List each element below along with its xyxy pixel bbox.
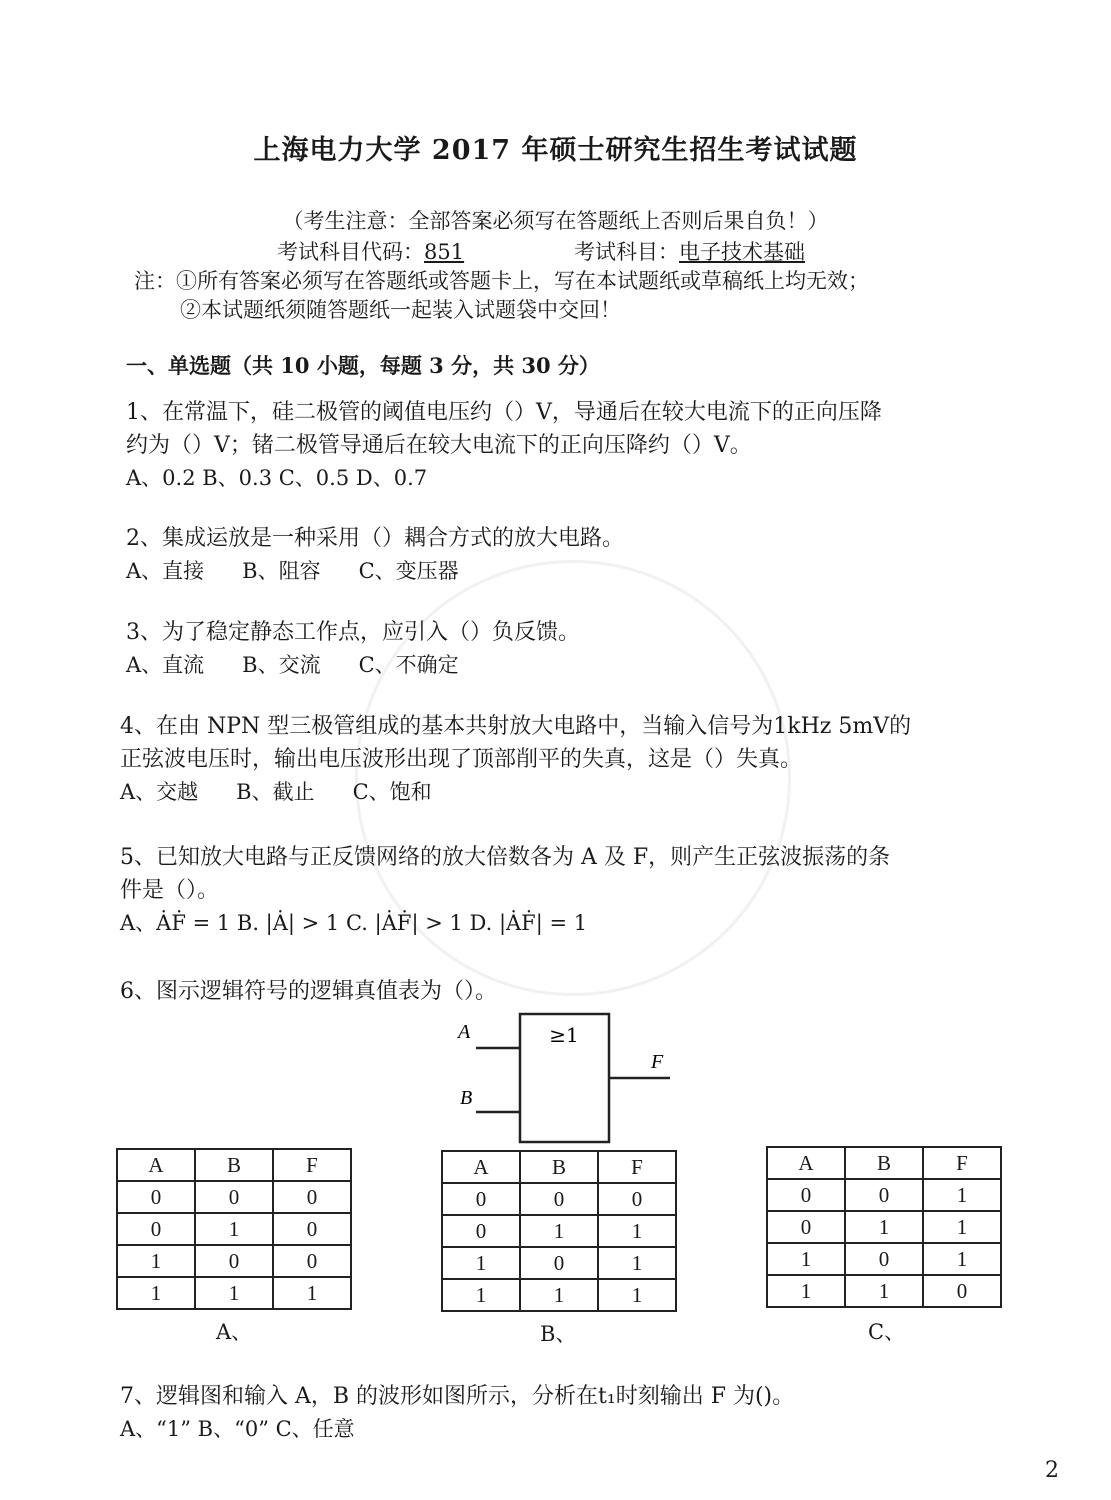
option: A、直接 — [126, 559, 205, 583]
subject-code: 851 — [424, 240, 465, 264]
table-cell: 0 — [117, 1213, 195, 1245]
header-cell: F — [598, 1151, 676, 1183]
question-1 — [126, 396, 882, 495]
table-row — [117, 1213, 351, 1245]
table-cell: 1 — [923, 1243, 1001, 1275]
table-cell: 1 — [598, 1247, 676, 1279]
table-cell: 1 — [520, 1215, 598, 1247]
table-row — [442, 1279, 676, 1311]
question-options: A、ȦḞ = 1 B. |Ȧ| > 1 C. |ȦḞ| > 1 D. |ȦḞ| = 1 — [120, 911, 588, 935]
header-cell: F — [923, 1147, 1001, 1179]
table-cell: 0 — [195, 1181, 273, 1213]
option: B、截止 — [236, 780, 315, 804]
question-4 — [120, 710, 911, 809]
table-cell: 1 — [520, 1279, 598, 1311]
table-row — [117, 1245, 351, 1277]
option: C、不确定 — [358, 653, 459, 677]
question-2 — [126, 522, 624, 588]
table-cell: 1 — [598, 1215, 676, 1247]
note-2: ②本试题纸须随答题纸一起装入试题袋中交回！ — [180, 298, 621, 322]
table-cell: 1 — [767, 1275, 845, 1307]
table-cell: 1 — [195, 1213, 273, 1245]
table-cell: 0 — [273, 1181, 351, 1213]
table-cell: 1 — [117, 1277, 195, 1309]
option: A、交越 — [120, 780, 199, 804]
option: C、变压器 — [358, 559, 459, 583]
table-cell: 1 — [117, 1245, 195, 1277]
option: B、阻容 — [242, 559, 321, 583]
table-cell: 1 — [442, 1279, 520, 1311]
subject-code-line — [277, 236, 464, 266]
table-cell: 1 — [442, 1247, 520, 1279]
table-row — [767, 1211, 1001, 1243]
question-5 — [120, 841, 890, 940]
header-cell: A — [117, 1149, 195, 1181]
option: A、直流 — [126, 653, 205, 677]
section-title: 一、单选题（共 10 小题，每题 3 分，共 30 分） — [126, 353, 600, 378]
question-6 — [120, 975, 497, 1008]
question-line: 3、为了稳定静态工作点，应引入（）负反馈。 — [126, 620, 580, 645]
exam-title: 上海电力大学 2017 年硕士研究生招生考试试题 — [253, 135, 858, 166]
gate-symbol: ≥1 — [549, 1023, 579, 1047]
option: B、交流 — [242, 653, 321, 677]
table-header-row — [767, 1147, 1001, 1179]
table-row — [767, 1243, 1001, 1275]
question-options: A、0.2 B、0.3 C、0.5 D、0.7 — [126, 466, 428, 490]
question-line: 件是（）。 — [120, 878, 220, 903]
question-line: 4、在由 NPN 型三极管组成的基本共射放大电路中，当输入信号为1kHz 5mV的 — [120, 714, 912, 739]
table-cell: 1 — [923, 1179, 1001, 1211]
question-3 — [126, 616, 580, 682]
truth-table-c — [766, 1146, 1002, 1308]
question-options — [120, 776, 911, 809]
question-options: A、“1” B、“0” C、任意 — [120, 1417, 355, 1441]
table-cell: 1 — [273, 1277, 351, 1309]
question-line: 约为（）V；锗二极管导通后在较大电流下的正向压降约（）V。 — [126, 433, 752, 458]
question-line: 6、图示逻辑符号的逻辑真值表为（）。 — [120, 979, 497, 1004]
question-line: 2、集成运放是一种采用（）耦合方式的放大电路。 — [126, 526, 624, 551]
table-cell: 0 — [442, 1183, 520, 1215]
page-number: 2 — [1045, 1458, 1059, 1483]
question-line: 1、在常温下，硅二极管的阈值电压约（）V，导通后在较大电流下的正向压降 — [126, 400, 882, 425]
subject-name-line — [574, 236, 805, 266]
table-row — [767, 1179, 1001, 1211]
question-line: 7、逻辑图和输入 A，B 的波形如图所示，分析在t₁时刻输出 F 为()。 — [120, 1384, 795, 1409]
header-cell: A — [442, 1151, 520, 1183]
table-cell: 0 — [117, 1181, 195, 1213]
table-cell: 0 — [442, 1215, 520, 1247]
table-row — [117, 1181, 351, 1213]
table-row — [767, 1275, 1001, 1307]
subject-name: 电子技术基础 — [679, 240, 805, 264]
table-cell: 1 — [845, 1275, 923, 1307]
table-cell: 1 — [195, 1277, 273, 1309]
table-row — [442, 1215, 676, 1247]
table-cell: 1 — [767, 1243, 845, 1275]
table-cell: 0 — [845, 1243, 923, 1275]
table-cell: 0 — [520, 1247, 598, 1279]
note-1: 注：①所有答案必须写在答题纸或答题卡上，写在本试题纸或草稿纸上均无效； — [134, 269, 869, 293]
option: C、饱和 — [352, 780, 432, 804]
or-gate-diagram — [440, 1008, 680, 1148]
table-row — [442, 1247, 676, 1279]
question-7 — [120, 1380, 794, 1446]
table-cell: 1 — [598, 1279, 676, 1311]
header-cell: F — [273, 1149, 351, 1181]
input-a-label: A — [458, 1021, 471, 1043]
table-cell: 0 — [273, 1213, 351, 1245]
table-header-row — [442, 1151, 676, 1183]
header-cell: B — [520, 1151, 598, 1183]
subject-code-label: 考试科目代码： — [277, 240, 424, 264]
table-cell: 0 — [845, 1179, 923, 1211]
question-options — [126, 555, 624, 588]
table-cell: 0 — [195, 1245, 273, 1277]
table-header-row — [117, 1149, 351, 1181]
output-label: F — [651, 1051, 664, 1073]
header-cell: B — [195, 1149, 273, 1181]
table-cell: 1 — [923, 1211, 1001, 1243]
truth-table-b-label: B、 — [540, 1322, 577, 1346]
header-cell: A — [767, 1147, 845, 1179]
question-options — [126, 649, 580, 682]
table-cell: 0 — [767, 1211, 845, 1243]
table-cell: 0 — [767, 1179, 845, 1211]
table-cell: 0 — [273, 1245, 351, 1277]
subject-name-label: 考试科目： — [574, 240, 679, 264]
table-cell: 0 — [520, 1183, 598, 1215]
table-cell: 0 — [923, 1275, 1001, 1307]
truth-table-a — [116, 1148, 352, 1310]
truth-table-a-label: A、 — [216, 1320, 253, 1344]
question-line: 正弦波电压时，输出电压波形出现了顶部削平的失真，这是（）失真。 — [120, 747, 803, 772]
truth-table-b — [441, 1150, 677, 1312]
table-cell: 1 — [845, 1211, 923, 1243]
table-row — [117, 1277, 351, 1309]
table-row — [442, 1183, 676, 1215]
question-line: 5、已知放大电路与正反馈网络的放大倍数各为 A 及 F，则产生正弦波振荡的条 — [120, 845, 891, 870]
header-cell: B — [845, 1147, 923, 1179]
truth-table-c-label: C、 — [868, 1320, 906, 1344]
candidate-notice: （考生注意：全部答案必须写在答题纸上否则后果自负！） — [282, 209, 829, 233]
table-cell: 0 — [598, 1183, 676, 1215]
input-b-label: B — [460, 1087, 473, 1109]
